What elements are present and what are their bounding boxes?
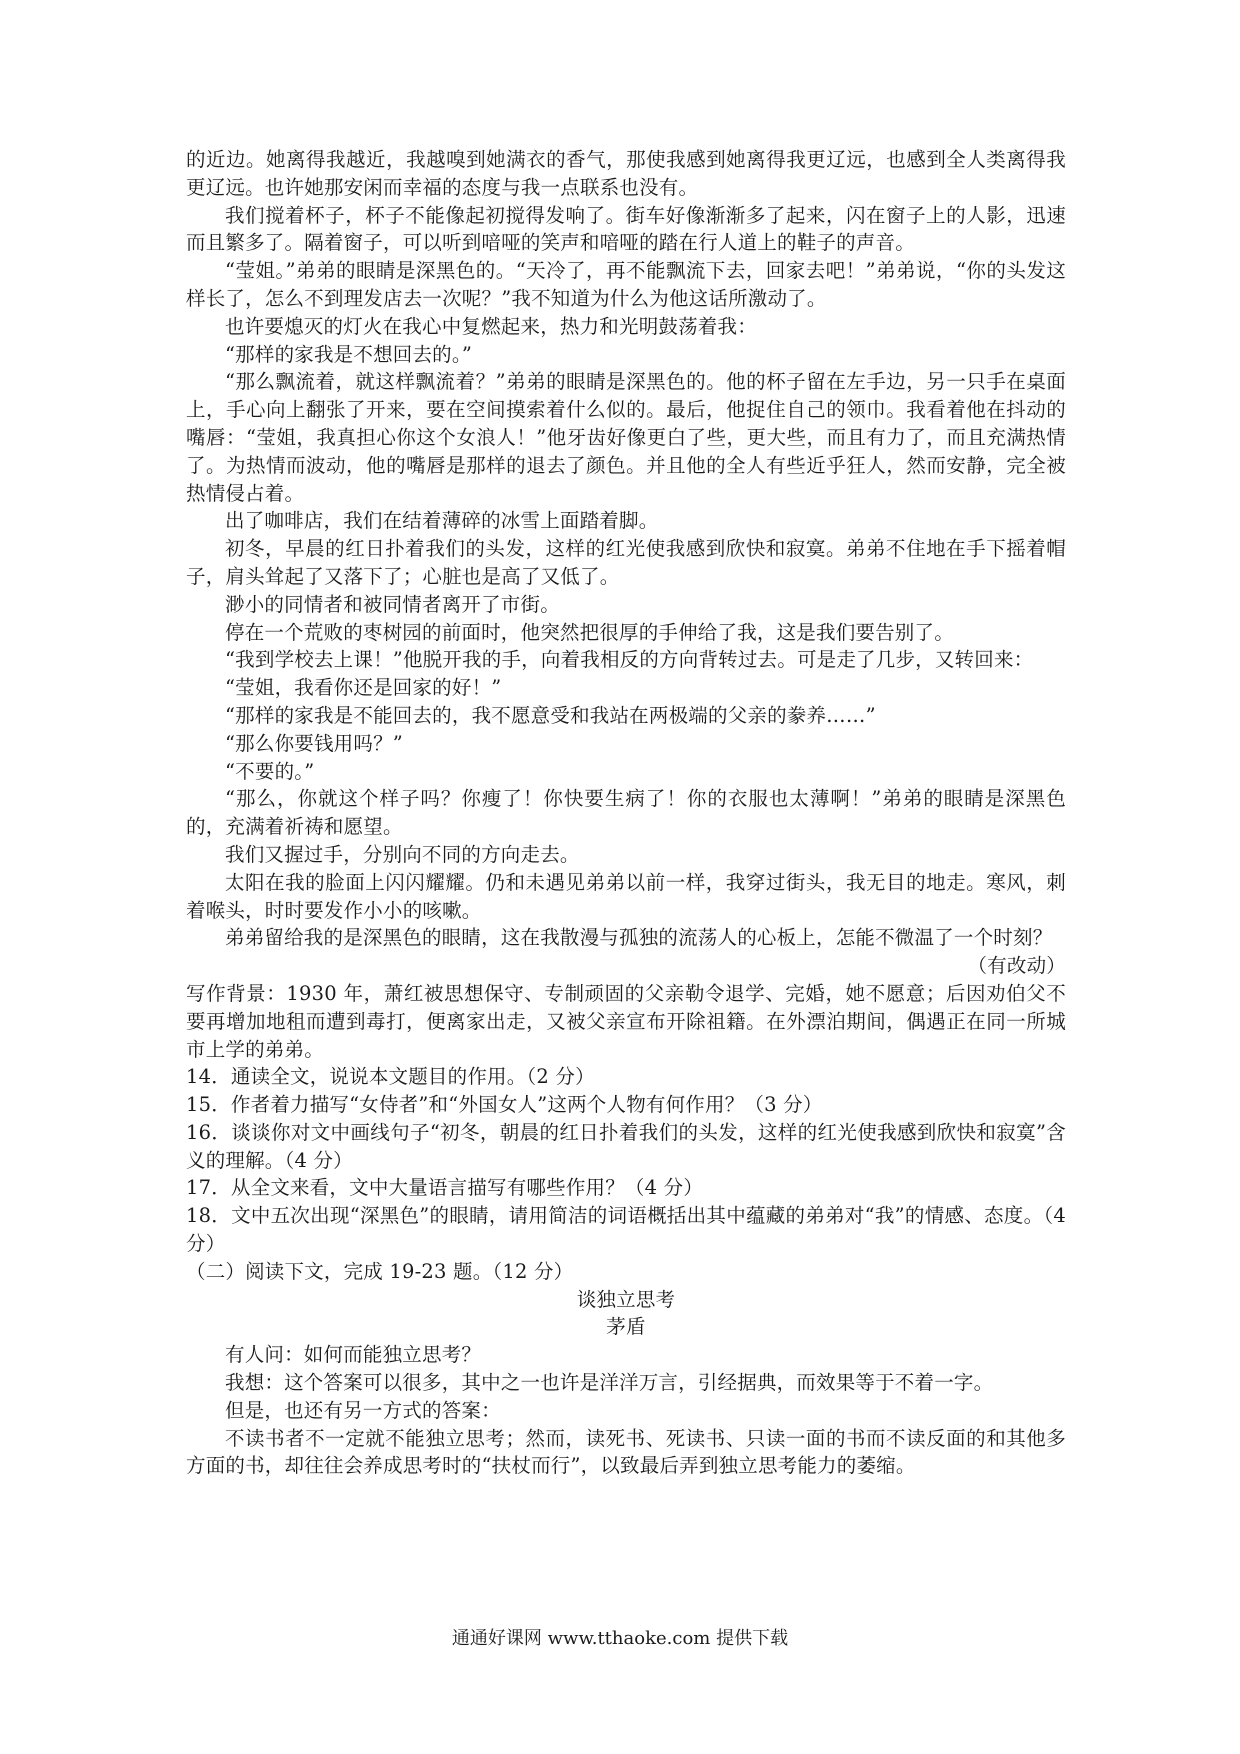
- section-heading: （二）阅读下文，完成 19-23 题。（12 分）: [186, 1259, 574, 1283]
- source-note: （有改动）: [967, 954, 1066, 978]
- story-paragraph: 我们又握过手，分别向不同的方向走去。: [225, 842, 580, 866]
- essay-paragraph: 我想：这个答案可以很多，其中之一也许是洋洋万言，引经据典，而效果等于不着一字。: [225, 1371, 994, 1395]
- essay-paragraph: 但是，也还有另一方式的答案：: [225, 1398, 501, 1422]
- story-paragraph: 出了咖啡店，我们在结着薄碎的冰雪上面踏着脚。: [225, 509, 659, 533]
- story-paragraph: “那么你要钱用吗？”: [225, 731, 403, 755]
- question-14: 14．通读全文，说说本文题目的作用。（2 分）: [186, 1065, 595, 1089]
- story-paragraph: “莹姐。”弟弟的眼睛是深黑色的。“天冷了，再不能飘流下去，回家去吧！”弟弟说，“你的头发这样长了，怎么不到理发店去一次呢？”我不知道为什么为他这话所激动了。: [186, 259, 1066, 310]
- questions-list: [186, 1063, 1066, 1258]
- writing-background: 写作背景：1930 年，萧红被思想保守、专制顽固的父亲勒令退学、完婚，她不愿意；后因劝伯父不要再增加地租而遭到毒打，便离家出走，又被父亲宣布开除祖籍。在外漂泊期间，偶遇正在同一所城市上学的弟弟。: [186, 981, 1066, 1061]
- essay-title: 谈独立思考: [576, 1287, 676, 1311]
- story-paragraph: “那样的家我是不想回去的。”: [225, 342, 472, 366]
- question-18: 18．文中五次出现“深黑色”的眼睛，请用简洁的词语概括出其中蕴藏的弟弟对“我”的情感、态度。（4 分）: [186, 1204, 1066, 1256]
- story-paragraph: 太阳在我的脸面上闪闪耀耀。仍和未遇见弟弟以前一样，我穿过街头，我无目的地走。寒风，刺着喉头，时时要发作小小的咳嗽。: [186, 870, 1066, 922]
- section-two: [186, 1258, 1066, 1480]
- story-paragraph: “不要的。”: [225, 759, 315, 783]
- story-paragraph: “那么，你就这个样子吗？你瘦了！你快要生病了！你的衣服也太薄啊！”弟弟的眼睛是深黑色的，充满着祈祷和愿望。: [186, 787, 1066, 839]
- story-paragraph: “我到学校去上课！”他脱开我的手，向着我相反的方向背转过去。可是走了几步，又转回来：: [225, 648, 1034, 672]
- story-section: [186, 146, 1066, 1063]
- story-paragraph: “那样的家我是不能回去的，我不愿意受和我站在两极端的父亲的豢养……”: [225, 703, 876, 727]
- page-footer: 通通好课网 www.tthaoke.com 提供下载: [451, 1628, 789, 1649]
- question-17: 17．从全文来看，文中大量语言描写有哪些作用？（4 分）: [186, 1176, 704, 1200]
- story-paragraph: 我们搅着杯子，杯子不能像起初搅得发响了。街车好像渐渐多了起来，闪在窗子上的人影，迅速而且繁多了。隔着窗子，可以听到喑哑的笑声和喑哑的踏在行人道上的鞋子的声音。: [186, 203, 1066, 255]
- essay-author: 茅盾: [606, 1315, 646, 1339]
- story-paragraph: 也许要熄灭的灯火在我心中复燃起来，热力和光明鼓荡着我：: [225, 314, 757, 338]
- story-paragraph: 初冬，早晨的红日扑着我们的头发，这样的红光使我感到欣快和寂寞。弟弟不住地在手下摇着帽子，肩头耸起了又落下了；心脏也是高了又低了。: [186, 537, 1066, 588]
- essay-paragraph: 不读书者不一定就不能独立思考；然而，读死书、死读书、只读一面的书而不读反面的和其他多方面的书，却往往会养成思考时的“扶杖而行”，以致最后弄到独立思考能力的萎缩。: [186, 1426, 1066, 1478]
- essay-paragraph: 有人问：如何而能独立思考？: [225, 1343, 482, 1367]
- document-page: [186, 146, 1066, 1480]
- question-15: 15．作者着力描写“女侍者”和“外国女人”这两个人物有何作用？（3 分）: [186, 1093, 823, 1117]
- story-paragraph: 停在一个荒败的枣树园的前面时，他突然把很厚的手伸给了我，这是我们要告别了。: [225, 620, 954, 644]
- story-paragraph: “莹姐，我看你还是回家的好！”: [225, 676, 502, 700]
- story-paragraph: “那么飘流着，就这样飘流着？”弟弟的眼睛是深黑色的。他的杯子留在左手边，另一只手在桌面上，手心向上翻张了开来，要在空间摸索着什么似的。最后，他捉住自己的领巾。我看着他在抖动的嘴唇：“莹姐，我真担心你这个女浪人！”他牙齿好像更白了些，更大些，而且有力了，而且充满热情了。为热情而波动，他的嘴唇是那样的退去了颜色。并且他的全人有些近乎狂人，然而安静，完全被热情侵占着。: [186, 370, 1066, 505]
- story-paragraph: 弟弟留给我的是深黑色的眼睛，这在我散漫与孤独的流荡人的心板上，怎能不微温了一个时刻？: [225, 926, 1053, 950]
- story-paragraph: 的近边。她离得我越近，我越嗅到她满衣的香气，那使我感到她离得我更辽远，也感到全人类离得我更辽远。也许她那安闲而幸福的态度与我一点联系也没有。: [186, 148, 1066, 199]
- question-16: 16．谈谈你对文中画线句子“初冬，朝晨的红日扑着我们的头发，这样的红光使我感到欣快和寂寞”含义的理解。（4 分）: [186, 1120, 1066, 1172]
- story-paragraph: 渺小的同情者和被同情者离开了市街。: [225, 592, 560, 616]
